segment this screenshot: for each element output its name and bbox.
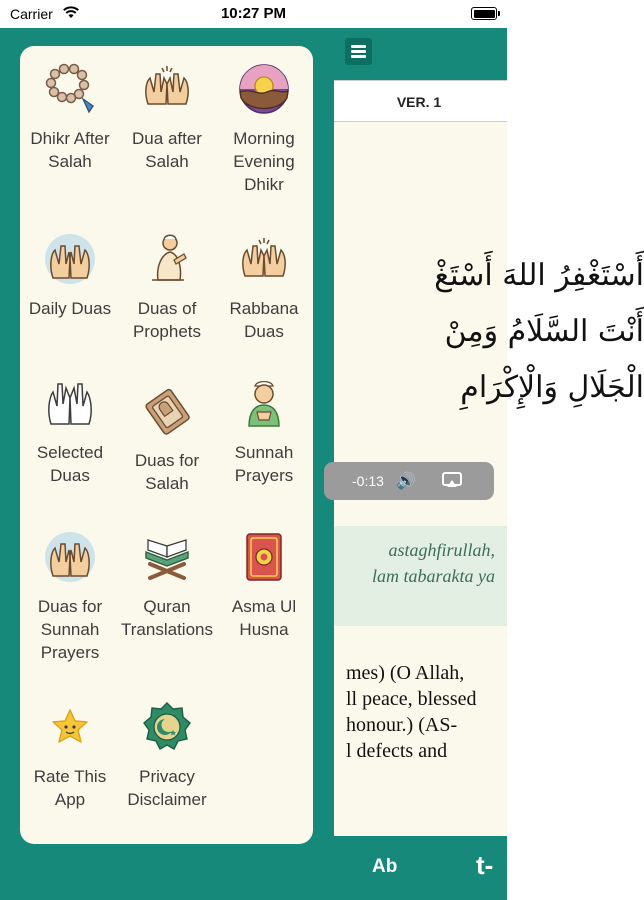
menu-item-label: Sunnah Prayers bbox=[234, 443, 294, 485]
airplay-icon[interactable] bbox=[442, 472, 462, 486]
menu-item-label: Quran Translations bbox=[121, 597, 213, 639]
top-bar bbox=[334, 28, 507, 80]
menu-item-daily-duas[interactable] bbox=[20, 232, 120, 320]
praying-person-icon bbox=[140, 232, 194, 286]
audio-player[interactable] bbox=[324, 462, 494, 500]
arabic-text bbox=[324, 248, 644, 416]
menu-item-sunnah-prayers[interactable] bbox=[214, 376, 314, 487]
menu-item-label: Rate This App bbox=[33, 767, 107, 809]
menu-item-duas-of-prophets[interactable] bbox=[117, 232, 217, 343]
menu-item-duas-for-sunnah-prayers[interactable] bbox=[20, 530, 120, 664]
menu-item-label: Asma Ul Husna bbox=[231, 597, 297, 639]
decrease-text-size-button[interactable]: t- bbox=[476, 850, 494, 880]
raised-hands-icon bbox=[237, 232, 291, 286]
translation-text bbox=[346, 660, 477, 764]
arabic-line: أَنْتَ السَّلَامُ وَمِنْ bbox=[444, 314, 644, 349]
tab-version-1[interactable]: VER. 1 bbox=[334, 80, 507, 122]
menu-item-privacy-disclaimer[interactable] bbox=[117, 700, 217, 811]
raised-hands-icon bbox=[140, 62, 194, 116]
arabic-line: الْجَلَالِ وَالْإِكْرَامِ bbox=[460, 370, 644, 405]
dua-hands-icon bbox=[43, 530, 97, 584]
menu-item-dhikr-after-salah[interactable] bbox=[20, 62, 120, 173]
reader-pane bbox=[334, 28, 644, 900]
menu-panel bbox=[20, 46, 313, 844]
hamburger-menu-icon[interactable] bbox=[345, 38, 372, 65]
quran-stand-icon bbox=[140, 530, 194, 584]
menu-item-label: Duas of Prophets bbox=[132, 299, 202, 341]
transliteration-line: lam tabarakta ya bbox=[372, 566, 495, 586]
audio-time-remaining: -0:13 bbox=[352, 473, 384, 489]
bottom-toolbar bbox=[334, 836, 507, 900]
clock: 10:27 PM bbox=[220, 5, 287, 22]
menu-item-quran-translations[interactable] bbox=[117, 530, 217, 641]
menu-item-label: Morning Evening Dhikr bbox=[233, 129, 295, 194]
status-bar bbox=[0, 0, 507, 28]
prayer-beads-icon bbox=[43, 62, 97, 116]
sunrise-icon bbox=[237, 62, 291, 116]
carrier-label: Carrier bbox=[10, 6, 53, 22]
translation-line: ll peace, blessed bbox=[346, 688, 477, 710]
menu-item-label: Dhikr After Salah bbox=[30, 129, 110, 171]
menu-item-label: Rabbana Duas bbox=[229, 299, 299, 341]
menu-item-morning-evening-dhikr[interactable] bbox=[214, 62, 314, 196]
translation-line: mes) (O Allah, bbox=[346, 662, 465, 684]
menu-item-label: Privacy Disclaimer bbox=[127, 767, 207, 809]
star-icon bbox=[43, 700, 97, 754]
transliteration-box bbox=[334, 526, 507, 626]
crescent-badge-icon bbox=[140, 700, 194, 754]
menu-item-label: Duas for Salah bbox=[134, 451, 200, 493]
volume-icon[interactable]: 🔊 bbox=[396, 473, 416, 490]
battery-icon bbox=[471, 7, 497, 20]
menu-item-dua-after-salah[interactable] bbox=[117, 62, 217, 173]
menu-item-selected-duas[interactable] bbox=[20, 376, 120, 487]
man-with-cap-icon bbox=[237, 376, 291, 430]
arabic-line: أَسْتَغْفِرُ اللهَ أَسْتَغْ bbox=[434, 258, 644, 293]
menu-item-label: Daily Duas bbox=[28, 299, 112, 318]
menu-item-rate-this-app[interactable] bbox=[20, 700, 120, 811]
prayer-mat-icon bbox=[140, 384, 194, 438]
menu-item-label: Selected Duas bbox=[36, 443, 104, 485]
translation-line: honour.) (AS- bbox=[346, 714, 458, 736]
book-icon bbox=[237, 530, 291, 584]
menu-item-label: Dua after Salah bbox=[132, 129, 202, 171]
side-drawer bbox=[0, 28, 334, 900]
translation-line: l defects and bbox=[346, 740, 448, 762]
open-hands-icon bbox=[43, 376, 97, 430]
transliteration-line: astaghfirullah, bbox=[388, 540, 495, 560]
menu-item-rabbana-duas[interactable] bbox=[214, 232, 314, 343]
dua-hands-icon bbox=[43, 232, 97, 286]
font-style-button[interactable]: Ab bbox=[372, 856, 398, 877]
menu-item-duas-for-salah[interactable] bbox=[117, 384, 217, 495]
menu-item-label: Duas for Sunnah Prayers bbox=[37, 597, 103, 662]
